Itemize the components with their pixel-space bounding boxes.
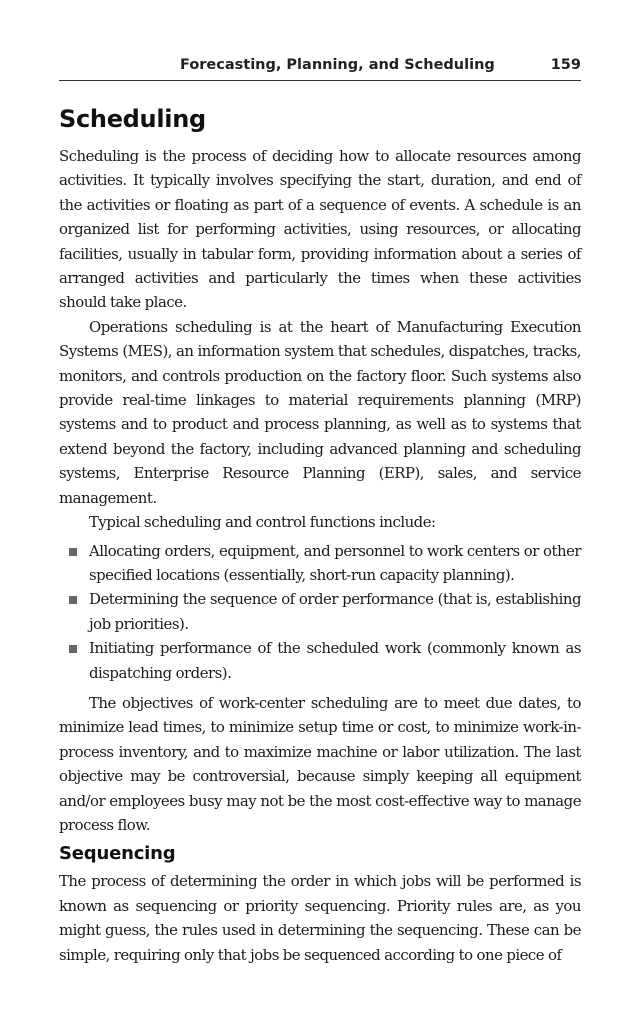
paragraph: The process of determining the order in which jobs will be performed is known as sequencing or priority sequencing. Priority rules are, as you might guess, the rules used in determining the sequencing. These can be simple, requiring only that jobs be sequenced according to one piece of xyxy=(59,872,581,964)
list-item xyxy=(59,636,581,685)
running-title: Forecasting, Planning, and Scheduling xyxy=(180,57,495,73)
paragraph: Typical scheduling and control functions include: xyxy=(89,513,436,532)
page-number: 159 xyxy=(550,57,581,73)
list-item-text: Determining the sequence of order performance (that is, establishing job priorities). xyxy=(89,590,581,633)
paragraph: Scheduling is the process of deciding how to allocate resources among activities. It typically involves specifying the start, duration, and end of the activities or floating as part of a sequence of events. A schedule is an organized list for performing activities, using resources, or allocating facilities, usually in tabular form, providing information about a series of arranged activities and particularly the times when these activities should take place. xyxy=(59,147,581,312)
list-item-text: Allocating orders, equipment, and personnel to work centers or other specified locations (essentially, short-run capacity planning). xyxy=(89,541,581,584)
section-heading: Scheduling xyxy=(59,105,206,133)
square-bullet-icon xyxy=(69,548,77,556)
list-item-text: Initiating performance of the scheduled work (commonly known as dispatching orders). xyxy=(89,639,581,682)
square-bullet-icon xyxy=(69,596,77,604)
page-body xyxy=(59,104,581,967)
paragraph: Operations scheduling is at the heart of Manufacturing Execution Systems (MES), an information system that schedules, dispatches, tracks, monitors, and controls production on the factory floor. Such systems also provide real-time linkages to material requirements planning (MRP) systems and to product and process planning, as well as to systems that extend beyond the factory, including advanced planning and scheduling systems, Enterprise Resource Planning (ERP), sales, and service management. xyxy=(59,317,581,507)
square-bullet-icon xyxy=(69,645,77,653)
bullet-list xyxy=(59,539,581,685)
subsection-heading: Sequencing xyxy=(59,843,176,865)
paragraph: The objectives of work-center scheduling are to meet due dates, to minimize lead times, to minimize setup time or cost, to minimize work-in-process inventory, and to maximize machine or labor utilization. The last objective may be controversial, because simply keeping all equipment and/or employees busy may not be the most cost-effective way to manage process flow. xyxy=(59,693,581,834)
list-item xyxy=(59,587,581,636)
list-item xyxy=(59,539,581,588)
running-header xyxy=(59,54,581,81)
